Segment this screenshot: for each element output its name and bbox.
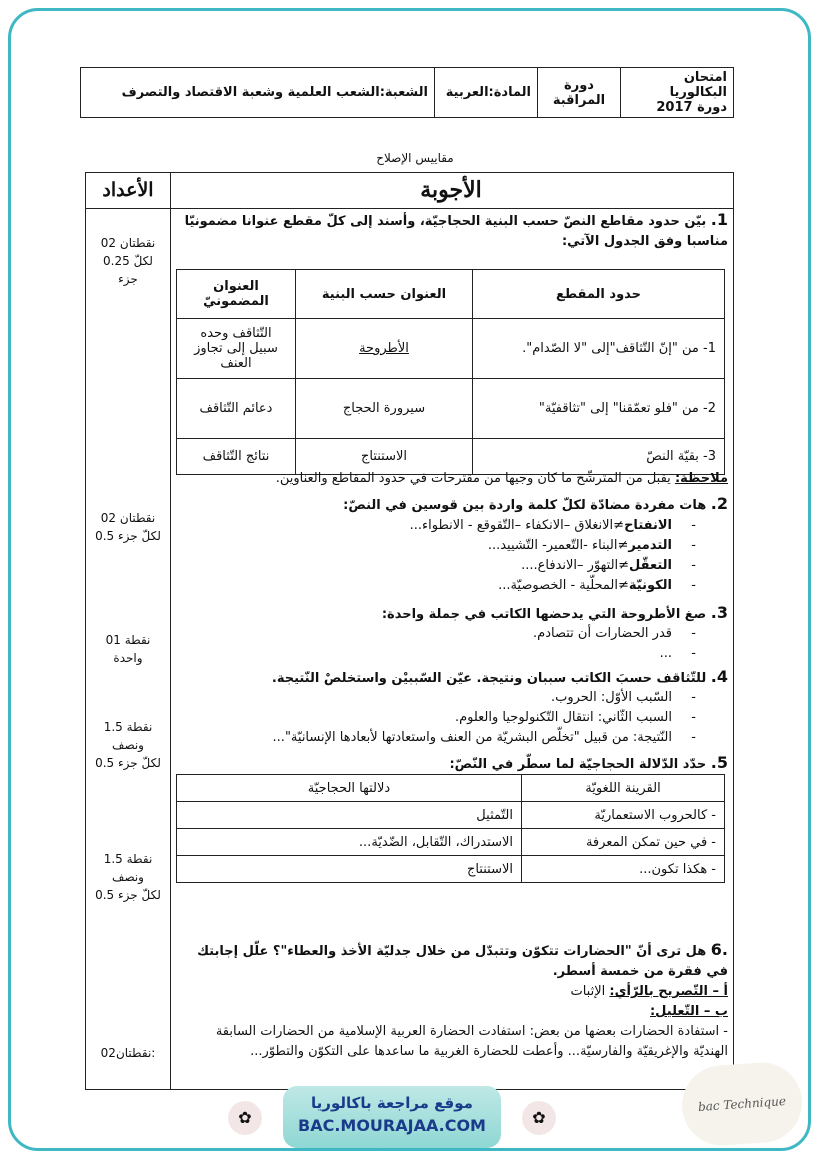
table-row: 3- بقيّة النصّ الاستنتاج نتائج التّثاقف xyxy=(177,439,725,475)
site-url[interactable]: BAC.MOURAJAA.COM xyxy=(298,1116,486,1135)
exam-period-line2: المراقبة xyxy=(552,92,606,108)
q2-question: 2. هات مفردة مضادّة لكلّ كلمة واردة بين قوسين في النصّ: xyxy=(343,494,728,513)
q5-table xyxy=(176,774,725,883)
list-item: - ... xyxy=(180,644,708,664)
points-q1: 02 نقطتان 0.25 لكلّ جزء xyxy=(100,236,156,286)
points-heading: الأعداد xyxy=(102,179,154,201)
q1-col-structure: العنوان حسب البنية xyxy=(296,270,473,319)
q1-col-limits: حدود المقطع xyxy=(473,270,725,319)
table-row: - كالحروب الاستعماريّة التّمثيل xyxy=(177,802,725,829)
list-item: - قدر الحضارات أن تتصادم. xyxy=(180,624,708,644)
answers-heading: الأجوبة xyxy=(420,177,482,203)
q4-list xyxy=(180,688,708,748)
q1-note: ملاحظة: يقبل من المترشّح ما كان وجيها من مقترحات في حدود المقاطع والعناوين. xyxy=(275,471,728,486)
table-row: 1- من "إنّ التّثاقف"إلى "لا الصّدام". الأطروحة التّثاقف وحده سبيل إلى تجاوز العنف xyxy=(177,319,725,379)
site-name: موقع مراجعة باكالوريا xyxy=(311,1094,473,1112)
q5-question: 5. حدّد الدّلالة الحجاجيّة لما سطّر في النّصّ: xyxy=(449,753,728,772)
scales-title: مقاييس الإصلاح xyxy=(376,151,454,165)
exam-branch: الشعبة:الشعب العلمية وشعبة الاقتصاد والتصرف xyxy=(81,68,435,118)
table-row: - هكذا تكون... الاستنتاج xyxy=(177,856,725,883)
q1-question: 1. بيّن حدود مقاطع النصّ حسب البنية الحجاجيّة، وأسند إلى كلّ مقطع عنوانا مضمونيّا مناسبا وفق الجدول الآتي: xyxy=(184,210,728,249)
q2-list xyxy=(180,516,708,596)
q6-opinion: أ – التّصريح بالرّأي: الإثبات xyxy=(570,984,728,999)
table-row: - في حين تمكن المعرفة الاستدراك، التّقابل، الضّديّة... xyxy=(177,829,725,856)
q6-justification-label: ب – التّعليل: xyxy=(649,1004,728,1019)
exam-period-line1: دورة xyxy=(564,77,594,93)
table-row: 2- من "فلو تعمّقنا" إلى "تثاقفيّة" سيرورة الحجاج دعائم التّثاقف xyxy=(177,379,725,439)
points-q6: 02نقطتان: xyxy=(100,1046,156,1060)
points-q4: 1.5 نقطة ونصف 0.5 لكلّ جزء xyxy=(95,720,161,770)
points-q5: 1.5 نقطة ونصف 0.5 لكلّ جزء xyxy=(95,852,161,902)
q3-question: 3. صغ الأطروحة التي يدحضها الكاتب في جملة واحدة: xyxy=(381,603,728,622)
list-item: - السّبب الأوّل: الحروب. xyxy=(180,688,708,708)
bac-technique-tag: bac Technique xyxy=(679,1060,804,1148)
exam-subject: المادة:العربية xyxy=(435,68,538,118)
list-item: - السبب الثّاني: انتقال التّكنولوجيا والعلوم. xyxy=(180,708,708,728)
list-item: - التعقّل≠التهوّر –الاندفاع.... xyxy=(180,556,708,576)
list-item: - الكونيّة≠المحلّية - الخصوصيّة... xyxy=(180,576,708,596)
q4-question: 4. للتّثاقف حسبَ الكاتب سببان ونتيجة. عيّن السّببيْن واستخلصْ النّتيجة. xyxy=(271,667,728,686)
site-badge[interactable] xyxy=(283,1086,501,1148)
exam-title: امتحان البكالوريا xyxy=(669,70,727,100)
points-q3: 01 نقطة واحدة xyxy=(105,633,151,665)
left-logo-icon: ✿ xyxy=(228,1101,262,1135)
q3-list xyxy=(180,624,708,664)
list-item: - التدمير≠البناء -التّعمير- التّشييد... xyxy=(180,536,708,556)
q5-col-marker: القرينة اللغويّة xyxy=(522,775,725,802)
list-item: - النّتيجة: من قبيل "تخلّص البشريّة من العنف واستعادتها لأبعادها الإنسانيّة"... xyxy=(180,728,708,748)
points-q2: 02 نقطتان 0.5 لكلّ جزء xyxy=(95,511,161,543)
q6-question: .6 هل ترى أنّ "الحضارات تتكوّن وتتبدّل من خلال جدليّة الأخذ والعطاء"؟ علّل إجابتك في فقرة من خمسة أسطر. xyxy=(197,940,728,979)
q5-col-meaning: دلالتها الحجاجيّة xyxy=(177,775,522,802)
list-item: - الانفتاح≠الانغلاق –الانكفاء –التّقوقع - الانطواء... xyxy=(180,516,708,536)
exam-session: دورة 2017 xyxy=(656,100,727,115)
exam-header-table xyxy=(80,67,734,118)
right-logo-icon: ✿ xyxy=(522,1101,556,1135)
q1-table xyxy=(176,269,725,475)
q6-justification: - استفادة الحضارات بعضها من بعض: استفادت الحضارة العربية الإسلامية من الحضارات السابقة الهنديّة والإغريقيّة والفارسيّة... وأعطت للحضارة الغربية ما ساعدها على التكوّن والتطوّر... xyxy=(215,1024,728,1059)
q1-col-content: العنوان المضمونيّ xyxy=(177,270,296,319)
